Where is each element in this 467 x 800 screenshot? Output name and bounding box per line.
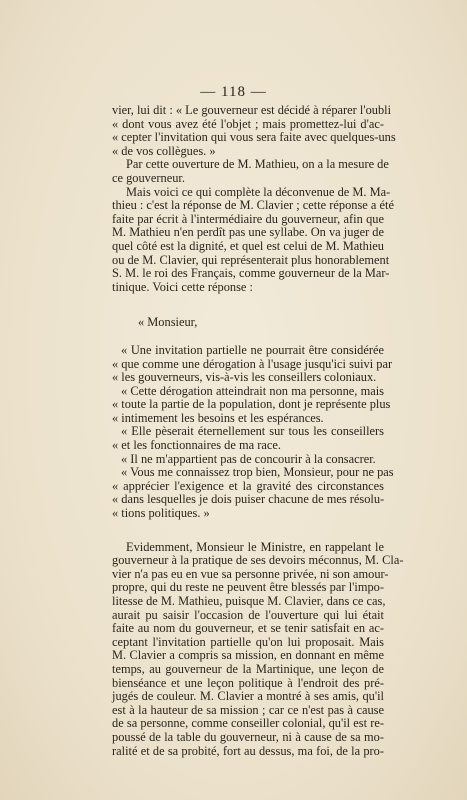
letter-salutation: « Monsieur, <box>138 315 198 330</box>
text-line: « cepter l'invitation qui vous sera faite avec quelques-uns <box>112 130 396 145</box>
quoted-letter <box>112 315 394 521</box>
paragraph-deconvenue <box>112 184 394 295</box>
text-line: vier n'a pas eu en vue sa personne privée, ni son amour- <box>112 566 389 581</box>
text-line: « de vos collègues. » <box>112 143 216 158</box>
text-line: « que comme une dérogation à l'usage jusqu'ici suivi par <box>112 356 393 371</box>
paragraph-evidemment <box>112 539 404 759</box>
text-line: « tions politiques. » <box>112 506 210 521</box>
text-line: M. Clavier a compris sa mission, en donnant en même <box>112 648 384 663</box>
text-line: S. M. le roi des Français, comme gouverneur de la Mar- <box>112 266 390 281</box>
text-line: « apprécier l'exigence et la gravité des circonstances <box>112 478 384 493</box>
text-line: « Vous me connaissez trop bien, Monsieur, pour ne pas <box>121 465 394 480</box>
text-line: « Une invitation partielle ne pourrait être considérée <box>121 342 384 357</box>
text-line: « dans lesquelles je dois puiser chacune de mes résolu- <box>112 492 385 507</box>
page-number: — 118 — <box>200 84 267 100</box>
text-line: litesse de M. Mathieu, puisque M. Clavier, dans ce cas, <box>112 594 386 608</box>
text-line: vier, lui dit : « Le gouverneur est décidé à réparer l'oubli <box>112 103 392 117</box>
text-line: gouverneur à la pratique de ses devoirs méconnus, M. Cla- <box>112 553 404 568</box>
text-line: « Cette dérogation atteindrait non ma personne, mais <box>121 383 384 398</box>
text-line: poussé de la table du gouverneur, ni à cause de sa mo- <box>112 729 384 744</box>
text-line: ce gouverneur. <box>112 170 185 185</box>
text-line: ralité et de sa probité, fort au dessus, ma foi, de la pro- <box>112 743 384 758</box>
text-line: propre, qui du reste ne peuvent être blessés par l'impo- <box>112 580 384 595</box>
text-line: « Il ne m'appartient pas de concourir à la consacrer. <box>121 451 376 466</box>
text-line: « Elle pèserait éternellement sur tous les conseillers <box>121 424 384 439</box>
text-line: Evidemment, Monsieur le Ministre, en rappelant le <box>126 539 384 554</box>
text-line: de sa personne, comme conseiller colonial, qu'il est re- <box>112 716 384 731</box>
text-line: « et les fonctionnaires de ma race. <box>112 438 281 453</box>
text-line: aurait pu saisir l'occasion de l'ouverture qui lui était <box>112 607 384 622</box>
text-line: « dont vous avez été l'objet ; mais promettez-lui d'ac- <box>112 116 384 131</box>
text-line: « intimement les besoins et les espérances. <box>112 410 324 425</box>
text-line: bienséance et une leçon politique à l'endroit des pré- <box>112 675 384 690</box>
text-line: faite par écrit à l'intermédiaire du gouverneur, afin que <box>112 211 384 226</box>
text-line: tinique. Voici cette réponse : <box>112 279 253 294</box>
text-line: est à la hauteur de sa mission ; car ce n'est pas à cause <box>112 702 384 717</box>
text-line: « toute la partie de la population, dont je représente plus <box>112 397 391 412</box>
text-line: Mais voici ce qui complète la déconvenue de M. Ma- <box>126 184 391 199</box>
text-line: jugés de couleur. M. Clavier a montré à ses amis, qu'il <box>112 689 384 704</box>
text-line: M. Mathieu n'en perdît pas une syllabe. On va juger de <box>112 225 385 240</box>
text-line: quel côté est la dignité, et quel est celui de M. Mathieu <box>112 238 384 253</box>
paragraph-ouverture <box>112 157 389 185</box>
text-line: « les gouverneurs, vis-à-vis les conseillers coloniaux. <box>112 370 377 385</box>
text-line: faite au nom du gouverneur, et se tenir satisfait en ac- <box>112 621 384 636</box>
text-line: thieu : c'est la réponse de M. Clavier ; cette réponse a été <box>112 198 394 213</box>
text-line: ou de M. Clavier, qui représenterait plus honorablement <box>112 252 390 267</box>
text-line: Par cette ouverture de M. Mathieu, on a la mesure de <box>126 157 389 172</box>
paragraph-quote-continuation <box>112 103 396 158</box>
text-line: temps, au gouverneur de la Martinique, une leçon de <box>112 661 384 676</box>
page-body <box>112 103 404 758</box>
text-line: ceptant l'invitation partielle qu'on lui proposait. Mais <box>112 634 384 649</box>
